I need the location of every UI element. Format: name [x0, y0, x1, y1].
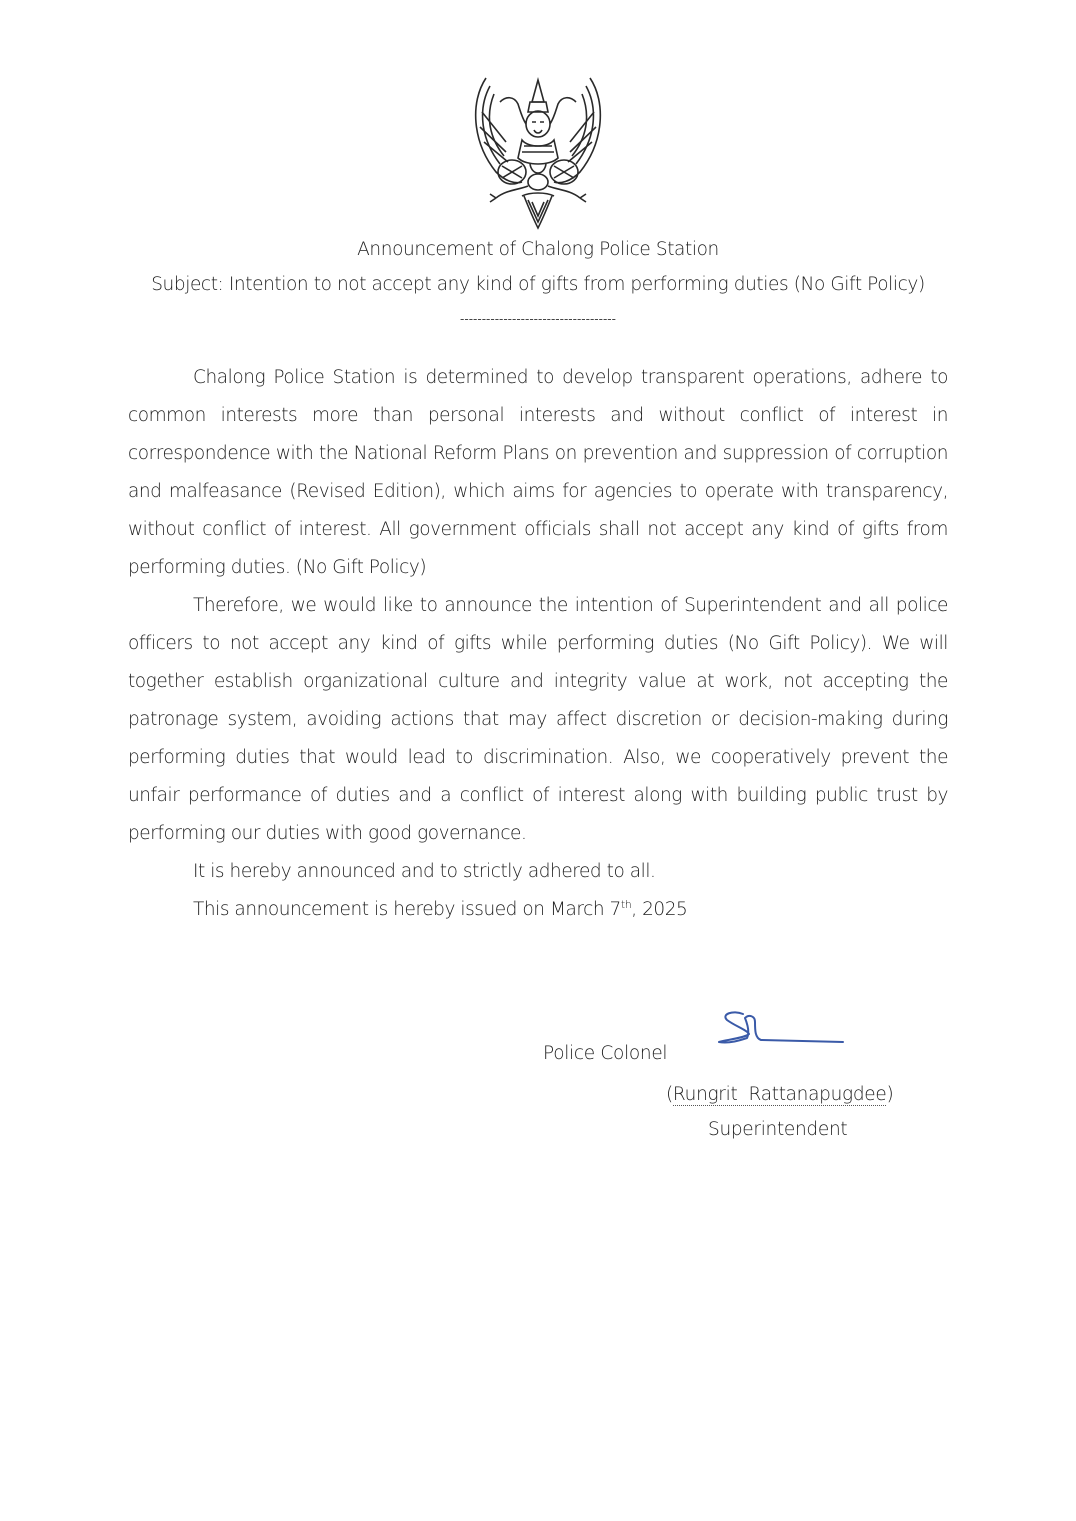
signatory-rank: Police Colonel — [543, 1043, 668, 1064]
name-open-paren: ( — [666, 1084, 673, 1105]
handwritten-signature-icon — [715, 1008, 850, 1048]
signatory-name-text: Rungrit Rattanapugdee — [672, 1084, 887, 1105]
issued-date-prefix: This announcement is hereby issued on March 7 — [193, 899, 621, 920]
divider: ------------------------------------ — [460, 312, 616, 326]
garuda-emblem-icon — [466, 72, 610, 232]
name-close-paren: ) — [886, 1084, 894, 1105]
body-paragraph-1: Chalong Police Station is determined to develop transparent operations, adhere to common interests more than personal interests and without conflict of interest in correspondence with the National Reform Plans on prevention and suppression of corruption and malfeasance (Revised Edition), which aims for agencies to operate with transparency, without conflict of interest. All government officials shall not accept any kind of gifts from performing duties. (No Gift Policy) — [128, 367, 948, 578]
closing-line: It is hereby announced and to strictly adhered to all. — [193, 861, 656, 882]
announcement-body — [128, 359, 948, 929]
announcement-title: Announcement of Chalong Police Station — [357, 239, 719, 260]
signatory-position: Superintendent — [708, 1119, 848, 1140]
signatory-name — [666, 1084, 893, 1105]
issued-date-ordinal: th — [620, 897, 632, 911]
body-paragraph-2: Therefore, we would like to announce the intention of Superintendent and all police officers to not accept any kind of gifts while performing duties (No Gift Policy). We will together establish organizational culture and integrity value at work, not accepting the patronage system, avoiding actions that may affect discretion or decision-making during performing duties that would lead to discrimination. Also, we cooperatively prevent the unfair performance of duties and a conflict of interest along with building public trust by performing our duties with good governance. — [128, 595, 948, 844]
issued-date-line — [128, 891, 948, 929]
announcement-subject: Subject: Intention to not accept any kind of gifts from performing duties (No Gift Policy) — [151, 274, 925, 295]
issued-date-year: , 2025 — [631, 899, 688, 920]
